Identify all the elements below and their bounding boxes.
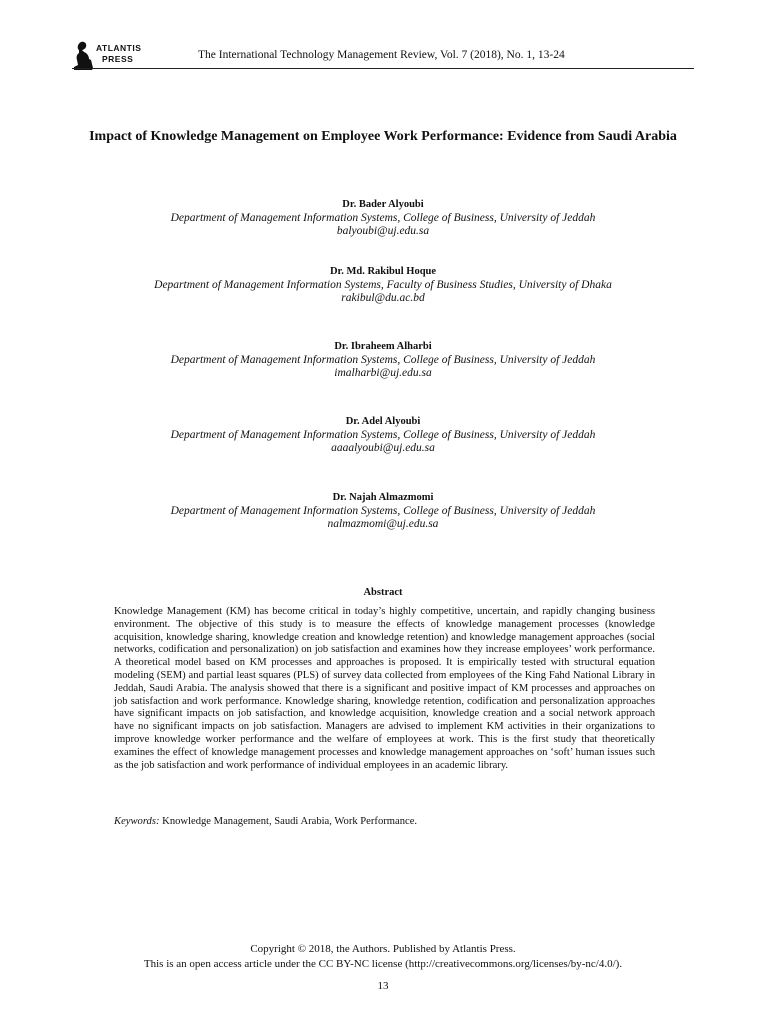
author-name: Dr. Najah Almazmomi <box>332 492 434 503</box>
keywords-label: Keywords: <box>114 816 160 827</box>
author-affiliation: Department of Management Information Systems, Faculty of Business Studies, University of Dhaka <box>154 278 612 291</box>
author-email[interactable]: aaaalyoubi@uj.edu.sa <box>331 442 435 454</box>
abstract-text: Knowledge Management (KM) has become critical in today’s highly competitive, uncertain, and rapidly changing business environment. The objective of this study is to measure the effects of knowledge management processes (knowledge acquisition, knowledge sharing, knowledge creation and knowledge retention) and knowledge management approaches (social networks, codification and personalization) on job satisfaction and examines how they increase employees’ work performance. A theoretical model based on KM processes and approaches is proposed. It is empirically tested with structural equation modeling (SEM) and partial least squares (PLS) of survey data collected from employees of the King Fahd National Library in Jeddah, Saudi Arabia. The analysis showed that there is a significant and positive impact of KM processes and approaches on job satisfaction and work performance. Knowledge sharing, knowledge retention, codification and personalization approaches have significant impacts on job satisfaction, and knowledge acquisition, knowledge creation and a social network approach have no significant impacts on job satisfaction. Managers are advised to implement KM activities in their organizations to improve knowledge worker performance and the welfare of employees at work. This is the first study that theoretically examines the effect of knowledge management processes and knowledge management approaches on ‘soft’ human issues such as the job satisfaction and work performance of individual employees in an academic library. <box>114 606 655 771</box>
author-block <box>72 491 694 532</box>
author-block <box>72 340 694 381</box>
copyright-notice: Copyright © 2018, the Authors. Published by Atlantis Press. <box>250 943 516 955</box>
author-email[interactable]: rakibul@du.ac.bd <box>341 292 425 304</box>
header-rule <box>72 68 694 69</box>
author-name: Dr. Bader Alyoubi <box>342 199 424 210</box>
logo-text-atlantis: ATLANTIS <box>96 43 142 53</box>
author-block <box>72 198 694 239</box>
author-affiliation: Department of Management Information Systems, College of Business, University of Jeddah <box>170 504 596 517</box>
author-email[interactable]: balyoubi@uj.edu.sa <box>336 225 430 237</box>
author-name: Dr. Md. Rakibul Hoque <box>329 266 437 277</box>
author-block <box>72 265 694 306</box>
author-block <box>72 415 694 456</box>
author-affiliation: Department of Management Information Systems, College of Business, University of Jeddah <box>170 353 596 366</box>
license-notice: This is an open access article under the CC BY-NC license (http://creativecommons.org/licenses/by-nc/4.0/). <box>143 958 623 970</box>
keywords <box>114 816 655 827</box>
thinker-logo-icon <box>72 41 94 71</box>
logo-text-press: PRESS <box>102 54 134 64</box>
author-email[interactable]: nalmazmomi@uj.edu.sa <box>327 518 439 530</box>
page-number: 13 <box>377 980 389 992</box>
author-email[interactable]: imalharbi@uj.edu.sa <box>334 367 432 379</box>
author-name: Dr. Ibraheem Alharbi <box>334 341 432 352</box>
running-head: The International Technology Management Review, Vol. 7 (2018), No. 1, 13-24 <box>198 49 565 61</box>
author-affiliation: Department of Management Information Systems, College of Business, University of Jeddah <box>170 211 596 224</box>
abstract-heading: Abstract <box>363 587 403 598</box>
author-name: Dr. Adel Alyoubi <box>345 416 421 427</box>
keywords-text: Knowledge Management, Saudi Arabia, Work Performance. <box>159 816 418 827</box>
author-affiliation: Department of Management Information Systems, College of Business, University of Jeddah <box>170 428 596 441</box>
paper-title: Impact of Knowledge Management on Employee Work Performance: Evidence from Saudi Arabia <box>89 129 677 144</box>
